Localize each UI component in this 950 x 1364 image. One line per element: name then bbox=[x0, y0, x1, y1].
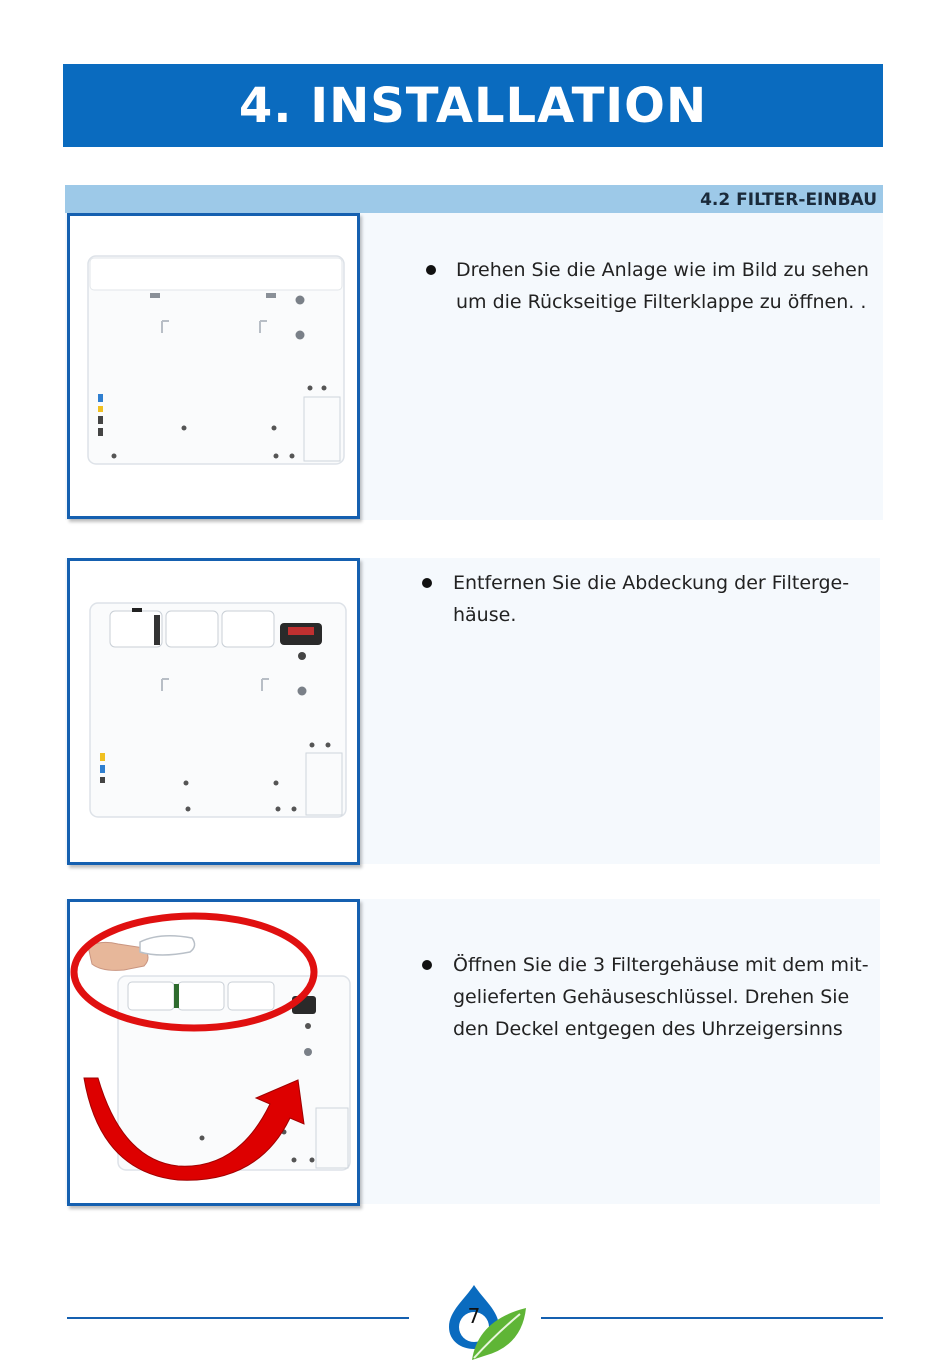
step-3-line-3: den Deckel entgegen des Uhrzeigersinns bbox=[453, 1018, 843, 1040]
step-2-line-1: Entfernen Sie die Abdeckung der Filterge- bbox=[453, 572, 850, 594]
device-open-illustration bbox=[70, 561, 357, 862]
filter-housings bbox=[110, 608, 274, 647]
footer-line-left bbox=[67, 1317, 409, 1319]
section-title: 4.2 FILTER-EINBAU bbox=[700, 190, 877, 210]
device-back-illustration bbox=[70, 216, 357, 516]
step-2-text bbox=[453, 567, 849, 631]
footer-line-right bbox=[541, 1317, 883, 1319]
device-unscrew-illustration bbox=[70, 902, 357, 1203]
step-2-line-2: häuse. bbox=[453, 604, 517, 626]
section-bar bbox=[65, 185, 883, 213]
step-3-line-2: gelieferten Gehäuseschlüssel. Drehen Sie bbox=[453, 986, 850, 1008]
step-1-bullet bbox=[426, 265, 436, 275]
step-1-image bbox=[67, 213, 360, 519]
header-banner bbox=[63, 64, 883, 147]
step-3-image bbox=[67, 899, 360, 1206]
step-1-line-1: Drehen Sie die Anlage wie im Bild zu sehen bbox=[456, 259, 869, 281]
step-1-text bbox=[456, 254, 869, 318]
step-2-image bbox=[67, 558, 360, 865]
step-3-text bbox=[453, 949, 869, 1045]
step-3-line-1: Öffnen Sie die 3 Filtergehäuse mit dem mit- bbox=[453, 954, 869, 976]
step-3-bullet bbox=[422, 960, 432, 970]
page-title: 4. INSTALLATION bbox=[238, 77, 708, 134]
step-2-bullet bbox=[422, 578, 432, 588]
step-1-line-2: um die Rückseitige Filterklappe zu öffnen. . bbox=[456, 291, 867, 313]
page-number: 7 bbox=[467, 1304, 481, 1328]
